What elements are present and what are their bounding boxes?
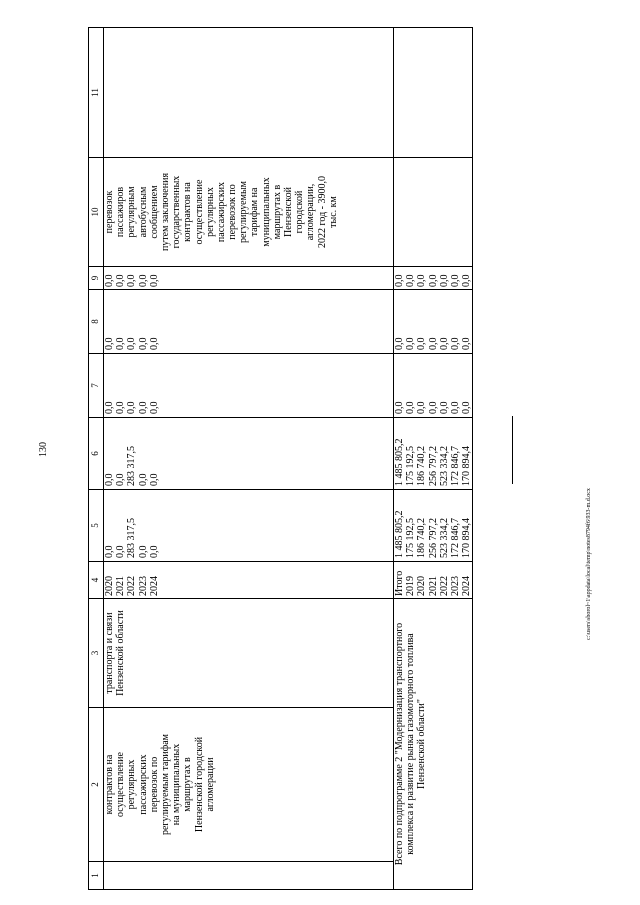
text-line: регулярным [126,186,138,238]
table-cell-line: 186 740,2 [416,518,428,558]
text-line: регулярных [204,187,216,237]
budget-table [88,27,473,890]
table-cell-line: 172 846,7 [449,446,461,486]
table-cell-line: 2024 [461,576,473,596]
text-line: автобусным [137,186,149,238]
text-line: маршрутах в [182,757,194,812]
text-line: контрактов на [182,182,194,242]
header-col-3: 3 [89,599,104,708]
text-line: 2022 год - 3900,0 [316,176,328,248]
text-line: агломерации, [305,183,317,241]
table-cell-line: 170 894,4 [461,446,473,486]
text-line: регулируемым [238,181,250,243]
text-line: Пензенской области" [416,699,428,789]
text-line: пассажиров [115,186,127,238]
table-cell-line: 0,0 [438,401,450,414]
header-col-9: 9 [89,267,104,290]
table-cell-line: 283 317,5 [126,518,138,558]
text-line: сообщением [148,185,160,239]
table-cell-line: 0,0 [416,337,428,350]
text-line: тарифам на [249,187,261,237]
text-line: путем заключения [159,172,171,252]
table-cell-line: 0,0 [148,473,160,486]
table-cell-line: 0,0 [148,401,160,414]
row1-executor [104,599,394,708]
measure-row [104,28,394,890]
table-cell-line: 172 846,7 [449,518,461,558]
summary-col11 [394,28,473,158]
text-line: государственных [171,175,183,249]
table-cell-line: 0,0 [416,274,428,287]
summary-years [394,562,473,599]
row1-col9 [104,267,394,290]
table-cell-line: 0,0 [115,401,127,414]
text-line: перевозок по [148,756,160,813]
table-cell-line: 0,0 [148,274,160,287]
table-cell-line: 2021 [427,576,439,596]
table-cell-line: 0,0 [137,473,149,486]
table-cell-line: 170 894,4 [461,518,473,558]
text-line: регулярных [126,759,138,810]
table-cell-line: 2019 [405,576,417,596]
text-line: регулируемым тарифам [159,733,171,836]
row1-col6 [104,418,394,490]
table-cell-line: 0,0 [126,401,138,414]
table-cell-line: 0,0 [394,337,405,350]
table-cell-line: 0,0 [427,337,439,350]
page-number: 130 [38,442,49,457]
table-cell-line: 0,0 [137,545,149,558]
table-cell-line: 523 334,2 [438,446,450,486]
table-cell-line: 0,0 [104,274,115,287]
table-cell-line: 523 334,2 [438,518,450,558]
row1-col8 [104,290,394,354]
table-cell-line: 0,0 [461,274,473,287]
text-line: городской [294,190,306,234]
rotated-table-wrapper [88,28,474,890]
text-line: агломерации [204,757,216,812]
table-cell-line: 175 192,5 [405,518,417,558]
table-cell-line: 0,0 [394,274,405,287]
table-cell-line: 2022 [126,576,138,596]
table-cell-line: 0,0 [416,401,428,414]
table-cell-line: 0,0 [126,274,138,287]
header-col-1: 1 [89,862,104,890]
text-line: маршрутах в [271,184,283,240]
summary-label [394,599,473,890]
table-cell-line: 0,0 [461,401,473,414]
table-cell-line: 0,0 [427,401,439,414]
row1-years [104,562,394,599]
header-col-2: 2 [89,708,104,862]
header-col-7: 7 [89,354,104,418]
table-cell-line: 0,0 [449,274,461,287]
table-cell-line: 0,0 [438,274,450,287]
text-line: комплекса и развитие рынка газомоторного топлива [405,633,417,855]
summary-col8 [394,290,473,354]
footer-file-path: c:\users\sborol~1\appdata\local\temp\notes8794f6\933-m.d.ocx [586,488,592,640]
header-col-5: 5 [89,490,104,562]
summary-row [394,28,473,890]
table-cell-line: 0,0 [115,545,127,558]
table-cell-line: 0,0 [104,473,115,486]
table-cell-line: 0,0 [104,401,115,414]
text-line: Пензенской области [115,610,127,696]
text-line: осуществление [193,179,205,245]
text-line: перевозок [104,190,115,234]
summary-col5 [394,490,473,562]
table-cell-line: 256 797,2 [427,518,439,558]
table-cell-line: 0,0 [104,545,115,558]
table-cell-line: 2022 [438,576,450,596]
table-cell-line: 2020 [416,576,428,596]
table-cell-line: 0,0 [449,337,461,350]
table-cell-line: 0,0 [427,274,439,287]
text-line: транспорта и связи [104,612,115,694]
table-cell-line: 0,0 [449,401,461,414]
text-line: муниципальных [260,177,272,247]
summary-col9 [394,267,473,290]
table-cell-line: 0,0 [115,274,127,287]
table-cell-line: 2024 [148,576,160,596]
text-line: пассажирских [215,181,227,243]
header-col-8: 8 [89,290,104,354]
text-line: Пензенской [283,187,294,237]
header-col-10: 10 [89,158,104,267]
table-cell-line: 1 485 805,2 [394,438,405,486]
table-cell-line: 2023 [137,576,149,596]
table-cell-line: 186 740,2 [416,446,428,486]
text-line: Всего по подпрограмме 2 "Модернизация транспортного [394,622,405,866]
table-cell-line: 0,0 [104,337,115,350]
center-divider-line [512,416,513,484]
table-cell-line: 283 317,5 [126,446,138,486]
row1-col1 [104,862,394,890]
table-cell-line: 0,0 [115,473,127,486]
row1-indicator [104,158,394,267]
table-cell-line: 0,0 [405,337,417,350]
table-cell-line: 0,0 [461,337,473,350]
summary-col7 [394,354,473,418]
row1-col5 [104,490,394,562]
header-row [89,28,104,890]
summary-col10 [394,158,473,267]
table-cell-line: 0,0 [137,274,149,287]
table-cell-line: Итого [394,570,405,596]
text-line: тыс. км [327,196,339,228]
table-cell-line: 2021 [115,576,127,596]
row1-description [104,708,394,862]
header-col-4: 4 [89,562,104,599]
header-col-6: 6 [89,418,104,490]
row1-col7 [104,354,394,418]
table-cell-line: 0,0 [137,337,149,350]
table-cell-line: 0,0 [405,401,417,414]
table-cell-line: 0,0 [148,545,160,558]
text-line: пассажирских [137,754,149,815]
table-cell-line: 0,0 [405,274,417,287]
table-cell-line: 175 192,5 [405,446,417,486]
table-cell-line: 0,0 [126,337,138,350]
text-line: осуществление [115,752,127,817]
table-cell-line: 0,0 [438,337,450,350]
text-line: Пензенской городской [193,736,205,833]
table-cell-line: 2020 [104,576,115,596]
text-line: на муниципальных [171,743,183,826]
summary-col6 [394,418,473,490]
table-cell-line: 0,0 [148,337,160,350]
text-line: перевозок по [227,184,239,240]
table-cell-line: 1 485 805,2 [394,510,405,558]
table-cell-line: 0,0 [115,337,127,350]
row1-col11 [104,28,394,158]
header-col-11: 11 [89,28,104,158]
table-cell-line: 2023 [449,576,461,596]
text-line: контрактов на [104,754,115,815]
table-cell-line: 256 797,2 [427,446,439,486]
table-cell-line: 0,0 [394,401,405,414]
table-cell-line: 0,0 [137,401,149,414]
